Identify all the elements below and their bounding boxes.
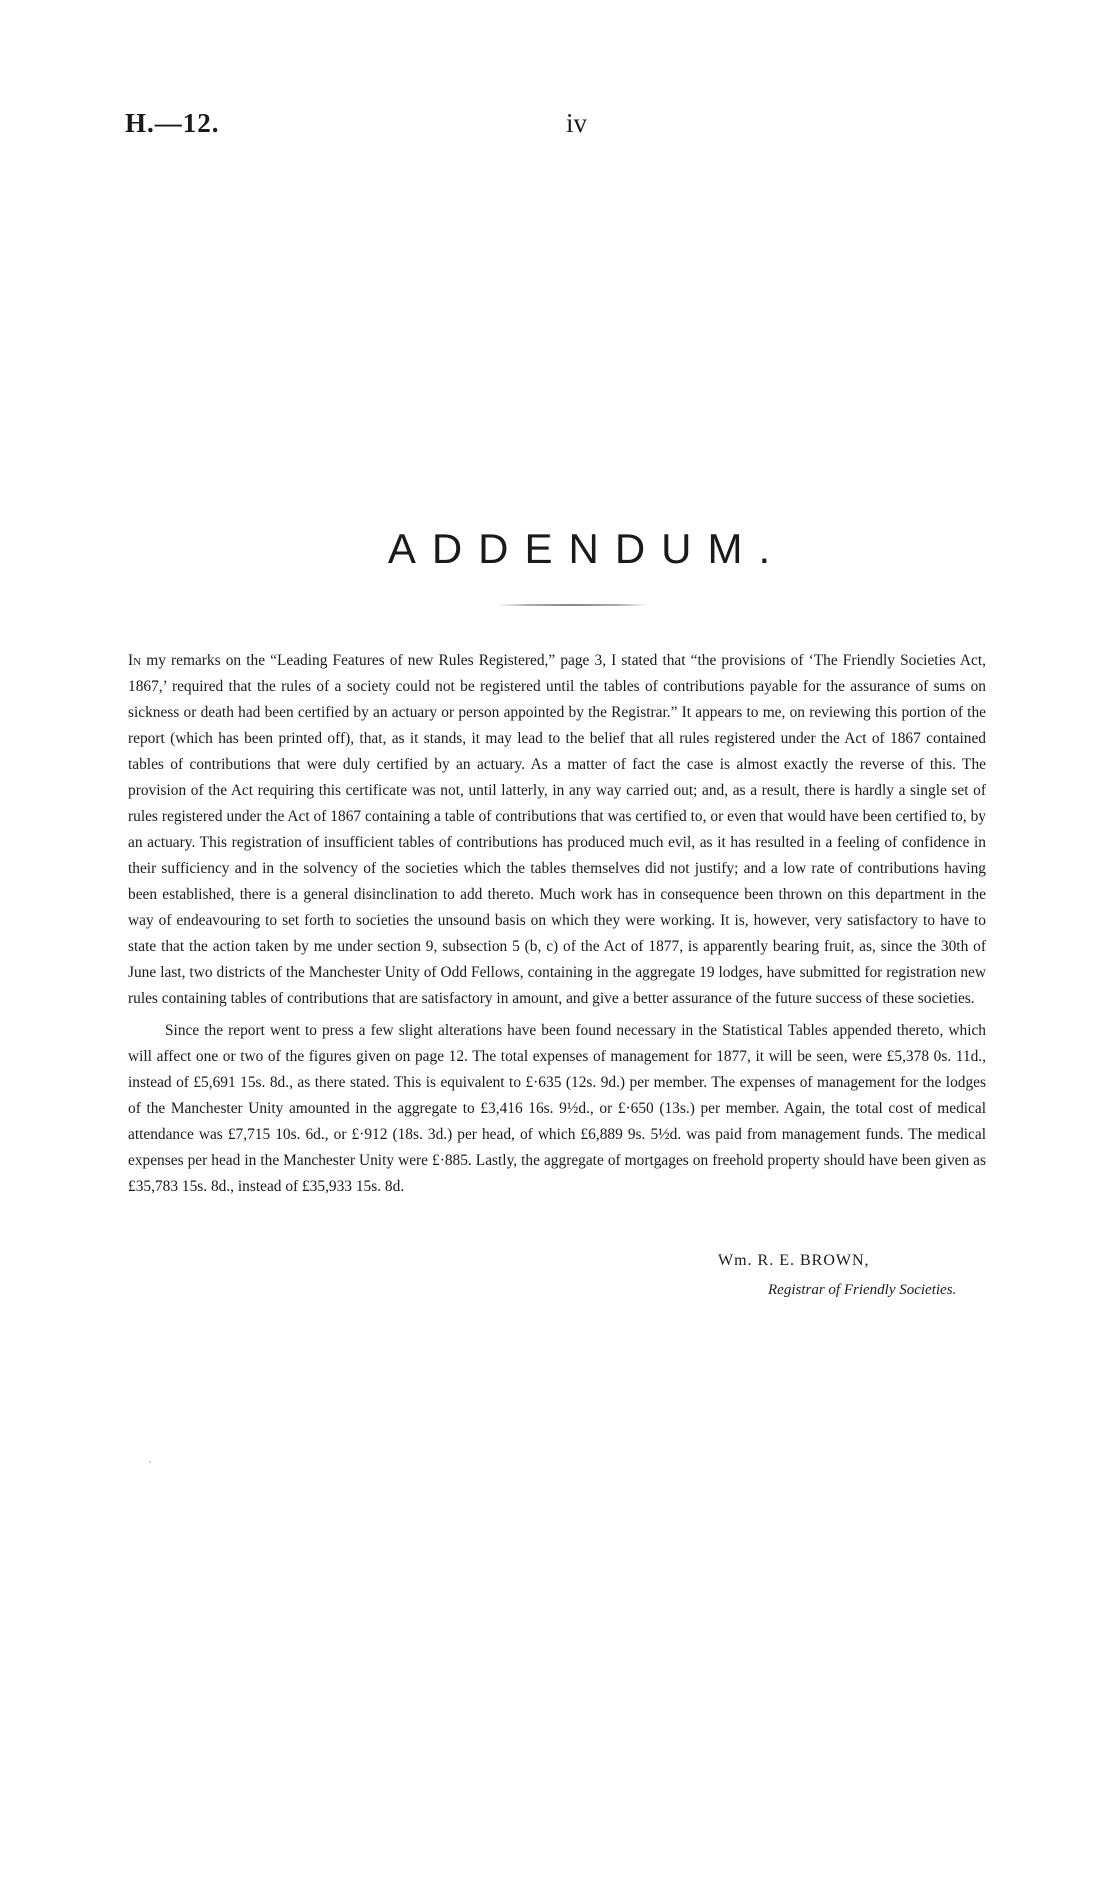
paragraph-initial: In (128, 652, 142, 669)
body-text (128, 648, 986, 1200)
paragraph-2: Since the report went to press a few slight alterations have been found necessary in the Statistical Tables appended thereto, which will affect one or two of the figures given on page 12. The total expenses of management for 1877, it will be seen, were £5,378 0s. 11d., instead of £5,691 15s. 8d., as there stated. This is equivalent to £·635 (12s. 9d.) per member. The expenses of management for the lodges of the Manchester Unity amounted in the aggregate to £3,416 16s. 9½d., or £·650 (13s.) per member. Again, the total cost of medical attendance was £7,715 10s. 6d., or £·912 (18s. 3d.) per head, of which £6,889 9s. 5½d. was paid from management funds. The medical expenses per head in the Manchester Unity were £·885. Lastly, the aggregate of mortgages on freehold property should have been given as £35,783 15s. 8d., instead of £35,933 15s. 8d. (128, 1022, 986, 1195)
scan-speck (149, 1461, 151, 1463)
signatory-name: Wm. R. E. BROWN, (718, 1252, 870, 1269)
paragraph-1 (128, 648, 986, 1012)
title-divider (498, 604, 648, 606)
paragraph-1-text: my remarks on the “Leading Features of new Rules Registered,” page 3, I stated that “the provisions of ‘The Friendly Societies Act, 1867,’ required that the rules of a society could not be registered until the tables of contributions payable for the assurance of sums on sickness or death had been certified by an actuary or person appointed by the Registrar.” It appears to me, on reviewing this portion of the report (which has been printed off), that, as it stands, it may lead to the belief that all rules registered under the Act of 1867 contained tables of contributions that were duly certified by an actuary. As a matter of fact the case is almost exactly the reverse of this. The provision of the Act requiring this certificate was not, until latterly, in any way carried out; and, as a result, there is hardly a single set of rules registered under the Act of 1867 containing a table of contributions that was certified to, or even that would have been certified to, by an actuary. This registration of insufficient tables of contributions has produced much evil, as it has resulted in a feeling of confidence in their sufficiency and in the solvency of the societies which the tables themselves did not justify; and a low rate of contributions having been established, there is a general disinclination to add thereto. Much work has in consequence been thrown on this department in the way of endeavouring to set forth to societies the unsound basis on which they were working. It is, however, very satisfactory to have to state that the action taken by me under section 9, subsection 5 (b, c) of the Act of 1877, is apparently bearing fruit, as, since the 30th of June last, two districts of the Manchester Unity of Odd Fellows, containing in the aggregate 19 lodges, have submitted for registration new rules containing tables of contributions that are satisfactory in amount, and give a better assurance of the future success of these societies. (128, 652, 986, 1007)
signatory-title: Registrar of Friendly Societies. (768, 1282, 957, 1298)
document-reference: H.—12. (125, 108, 220, 138)
page-title: ADDENDUM. (387, 525, 787, 572)
page-number: iv (566, 108, 588, 138)
